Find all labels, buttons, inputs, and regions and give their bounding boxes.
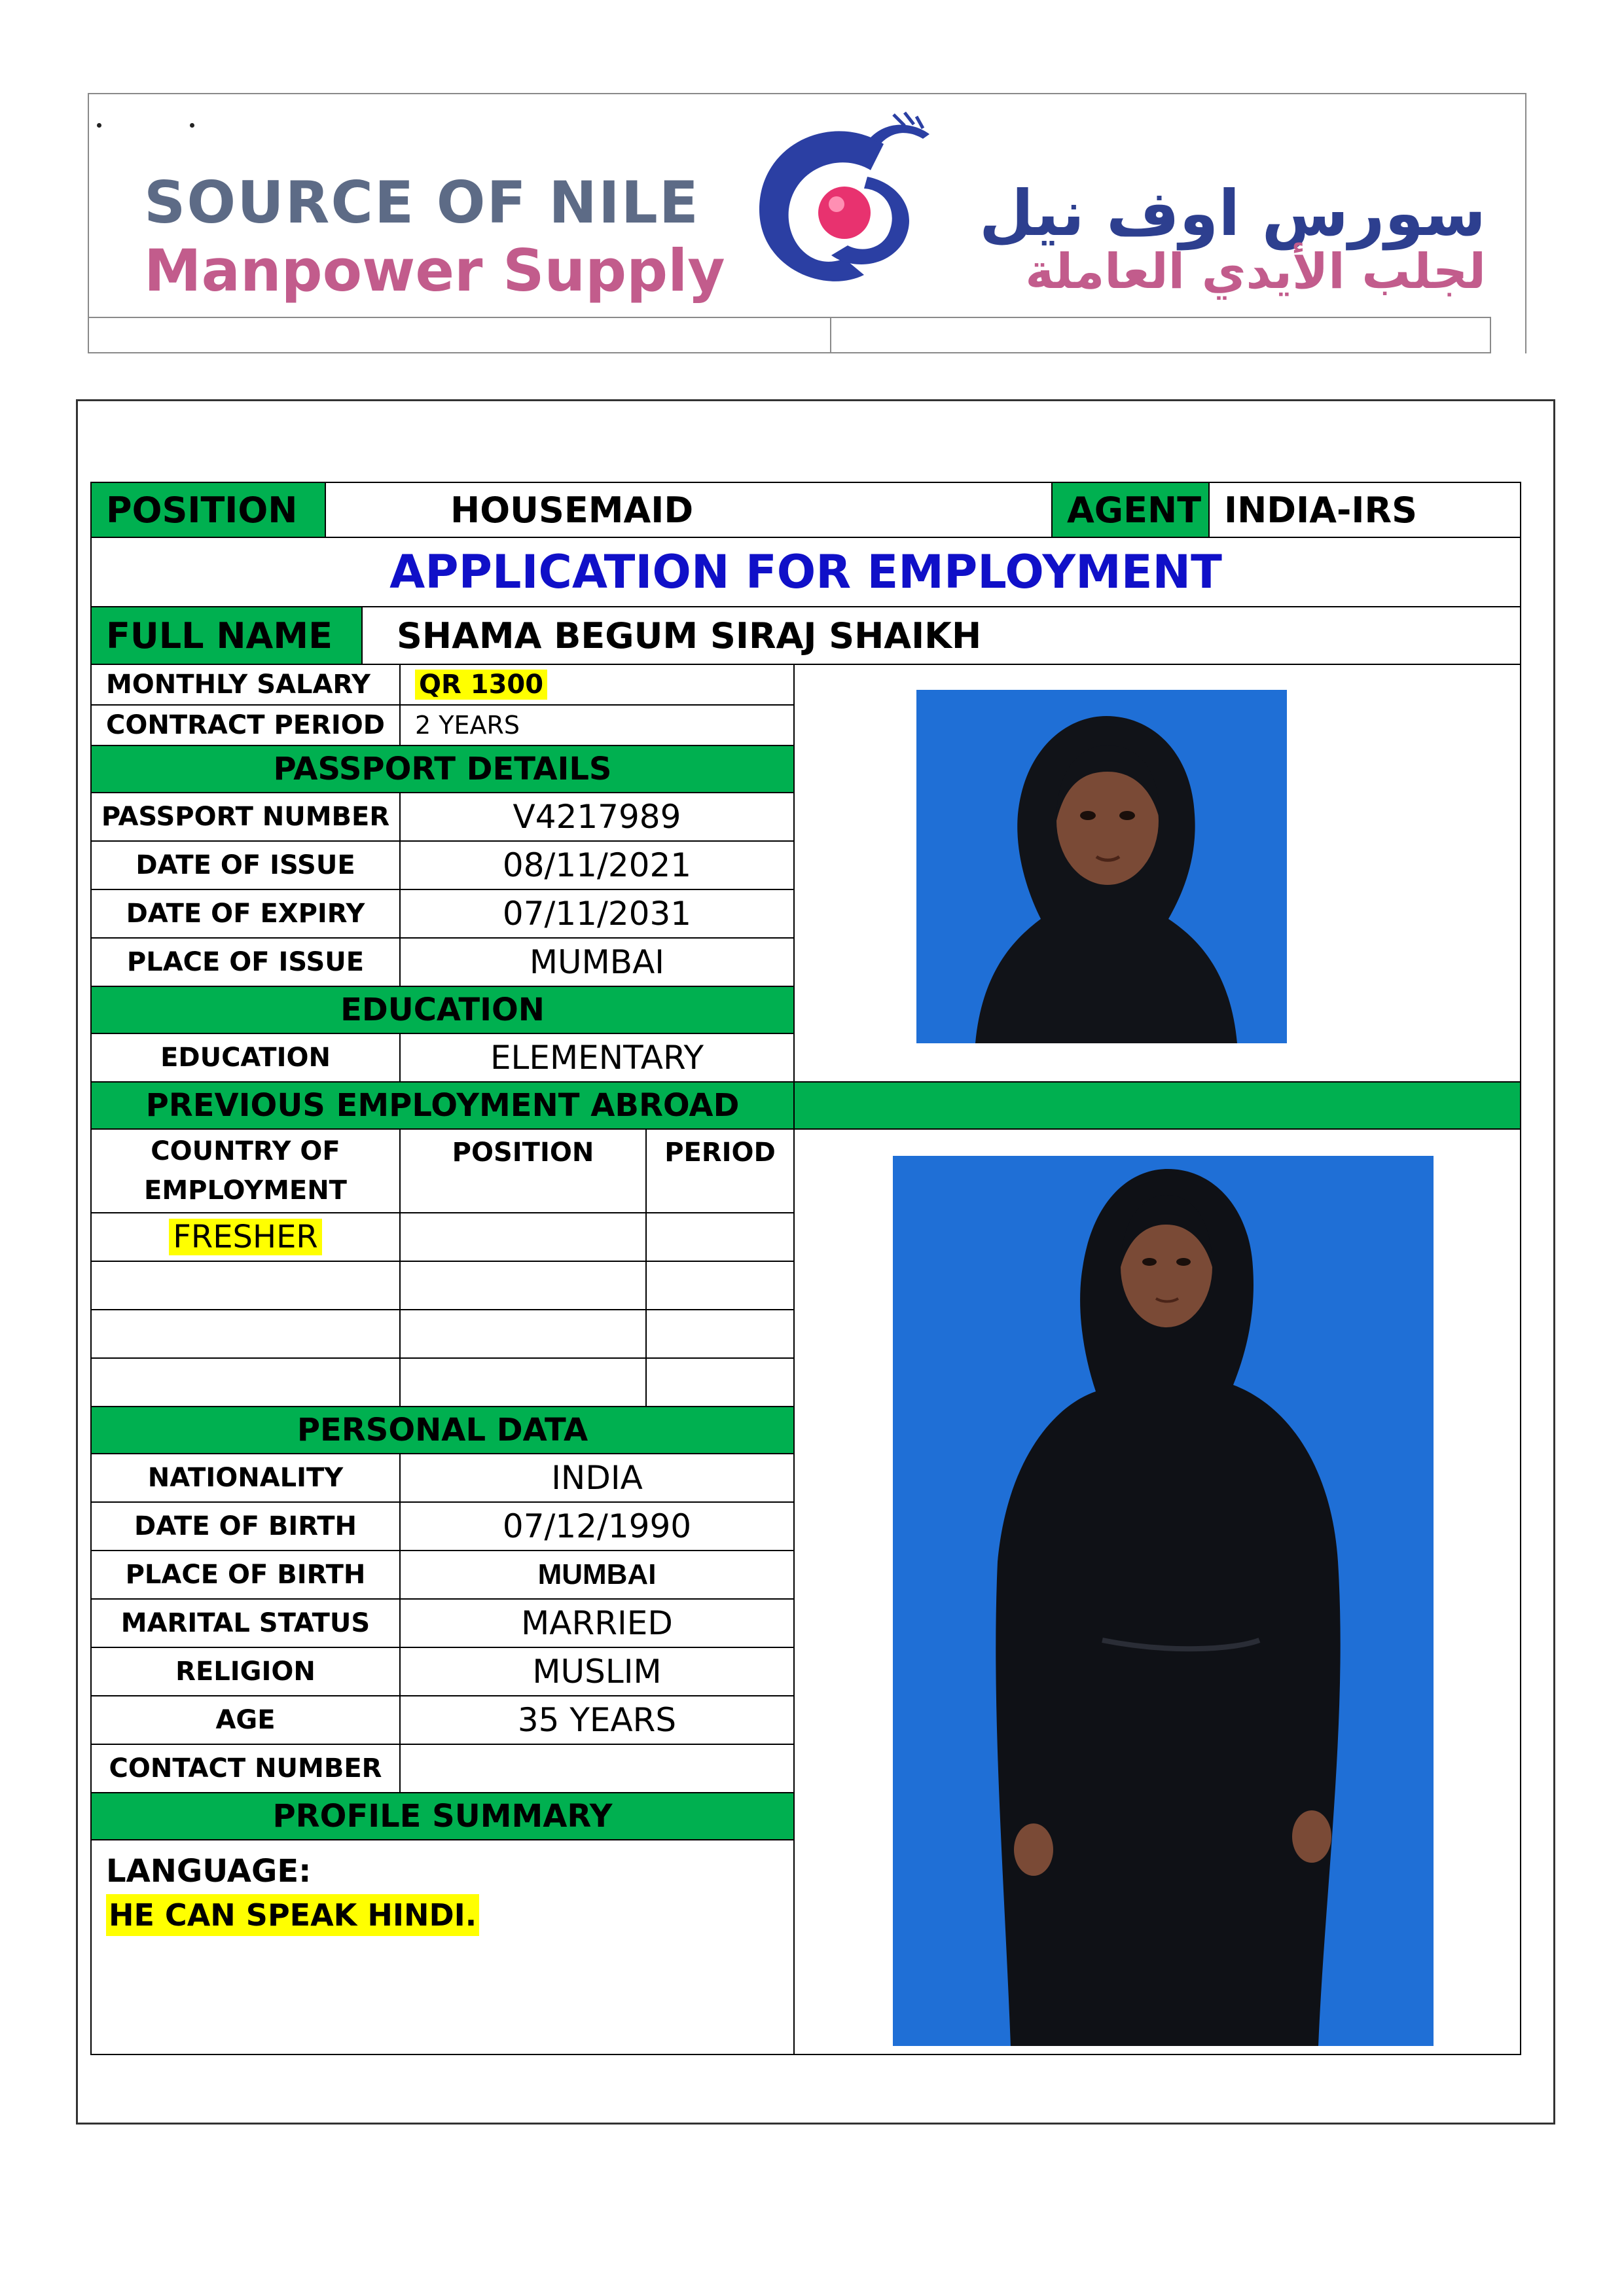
col-country-header bbox=[90, 1128, 401, 1213]
letterhead-strip-right bbox=[830, 317, 1491, 353]
contact-number-label: CONTACT NUMBER bbox=[90, 1744, 401, 1793]
age-value: 35 YEARS bbox=[399, 1695, 795, 1745]
place-of-issue-label: PLACE OF ISSUE bbox=[90, 937, 401, 987]
company-logo-icon bbox=[733, 98, 949, 308]
col-country-line2: EMPLOYMENT bbox=[144, 1175, 347, 1206]
issue-date-value: 08/11/2021 bbox=[399, 840, 795, 890]
issue-date-label: DATE OF ISSUE bbox=[90, 840, 401, 890]
monthly-salary-value: QR 1300 bbox=[415, 670, 547, 700]
applicant-full-body-photo bbox=[893, 1156, 1434, 2046]
religion-value: MUSLIM bbox=[399, 1647, 795, 1696]
expiry-date-value: 07/11/2031 bbox=[399, 889, 795, 939]
employment-row-3-position bbox=[399, 1309, 647, 1359]
education-label: EDUCATION bbox=[90, 1033, 401, 1083]
place-of-issue-value: MUMBAI bbox=[399, 937, 795, 987]
col-country-line1: COUNTRY OF bbox=[151, 1136, 340, 1166]
scan-dot bbox=[97, 123, 101, 128]
scan-dot bbox=[190, 123, 194, 128]
pob-label: PLACE OF BIRTH bbox=[90, 1550, 401, 1600]
letterhead-strip-left bbox=[88, 317, 831, 353]
dob-value: 07/12/1990 bbox=[399, 1501, 795, 1551]
col-period-header: PERIOD bbox=[645, 1128, 795, 1213]
passport-number-label: PASSPORT NUMBER bbox=[90, 792, 401, 842]
previous-employment-section-header: PREVIOUS EMPLOYMENT ABROAD bbox=[90, 1081, 795, 1130]
dob-label: DATE OF BIRTH bbox=[90, 1501, 401, 1551]
profile-summary-section-header: PROFILE SUMMARY bbox=[90, 1792, 795, 1840]
monthly-salary-cell bbox=[399, 664, 795, 706]
monthly-salary-label: MONTHLY SALARY bbox=[90, 664, 401, 706]
company-name-ar: سورس اوف نيل bbox=[979, 177, 1486, 250]
expiry-date-label: DATE OF EXPIRY bbox=[90, 889, 401, 939]
religion-label: RELIGION bbox=[90, 1647, 401, 1696]
company-tagline-en: Manpower Supply bbox=[144, 237, 725, 304]
employment-row-1-country bbox=[90, 1212, 401, 1262]
nationality-label: NATIONALITY bbox=[90, 1453, 401, 1503]
passport-section-header: PASSPORT DETAILS bbox=[90, 745, 795, 793]
age-label: AGE bbox=[90, 1695, 401, 1745]
employment-row-3-period bbox=[645, 1309, 795, 1359]
profile-summary-box bbox=[90, 1839, 795, 2055]
pob-value: MUMBAI bbox=[399, 1550, 795, 1600]
language-value: HE CAN SPEAK HINDI. bbox=[106, 1894, 479, 1936]
employment-row-2-period bbox=[645, 1261, 795, 1310]
position-value: HOUSEMAID bbox=[325, 482, 1053, 538]
contract-period-label: CONTRACT PERIOD bbox=[90, 704, 401, 746]
employment-row-1-country-value: FRESHER bbox=[169, 1219, 322, 1255]
company-name-en: SOURCE OF NILE bbox=[144, 169, 700, 236]
employment-row-4-position bbox=[399, 1357, 647, 1407]
employment-row-2-position bbox=[399, 1261, 647, 1310]
company-tagline-ar: لجلب الأيدي العاملة bbox=[1025, 243, 1486, 300]
form-title: APPLICATION FOR EMPLOYMENT bbox=[90, 537, 1521, 607]
passport-number-value: V4217989 bbox=[399, 792, 795, 842]
marital-status-label: MARITAL STATUS bbox=[90, 1598, 401, 1648]
contract-period-value: 2 YEARS bbox=[399, 704, 795, 746]
applicant-portrait-photo bbox=[916, 690, 1287, 1043]
col-position-header: POSITION bbox=[399, 1128, 647, 1213]
language-label: LANGUAGE: bbox=[106, 1853, 312, 1890]
agent-label: AGENT bbox=[1051, 482, 1210, 538]
education-value: ELEMENTARY bbox=[399, 1033, 795, 1083]
education-section-header: EDUCATION bbox=[90, 986, 795, 1034]
employment-row-3-country bbox=[90, 1309, 401, 1359]
personal-data-section-header: PERSONAL DATA bbox=[90, 1406, 795, 1454]
employment-row-2-country bbox=[90, 1261, 401, 1310]
employment-row-4-period bbox=[645, 1357, 795, 1407]
nationality-value: INDIA bbox=[399, 1453, 795, 1503]
position-label: POSITION bbox=[90, 482, 326, 538]
previous-employment-header-filler bbox=[793, 1081, 1521, 1130]
full-name-label: FULL NAME bbox=[90, 606, 363, 665]
marital-status-value: MARRIED bbox=[399, 1598, 795, 1648]
employment-row-1-period bbox=[645, 1212, 795, 1262]
agent-value: INDIA-IRS bbox=[1208, 482, 1521, 538]
contact-number-value bbox=[399, 1744, 795, 1793]
employment-row-1-position bbox=[399, 1212, 647, 1262]
employment-row-4-country bbox=[90, 1357, 401, 1407]
full-name-value: SHAMA BEGUM SIRAJ SHAIKH bbox=[361, 606, 1521, 665]
letterhead-strip bbox=[88, 317, 1526, 353]
